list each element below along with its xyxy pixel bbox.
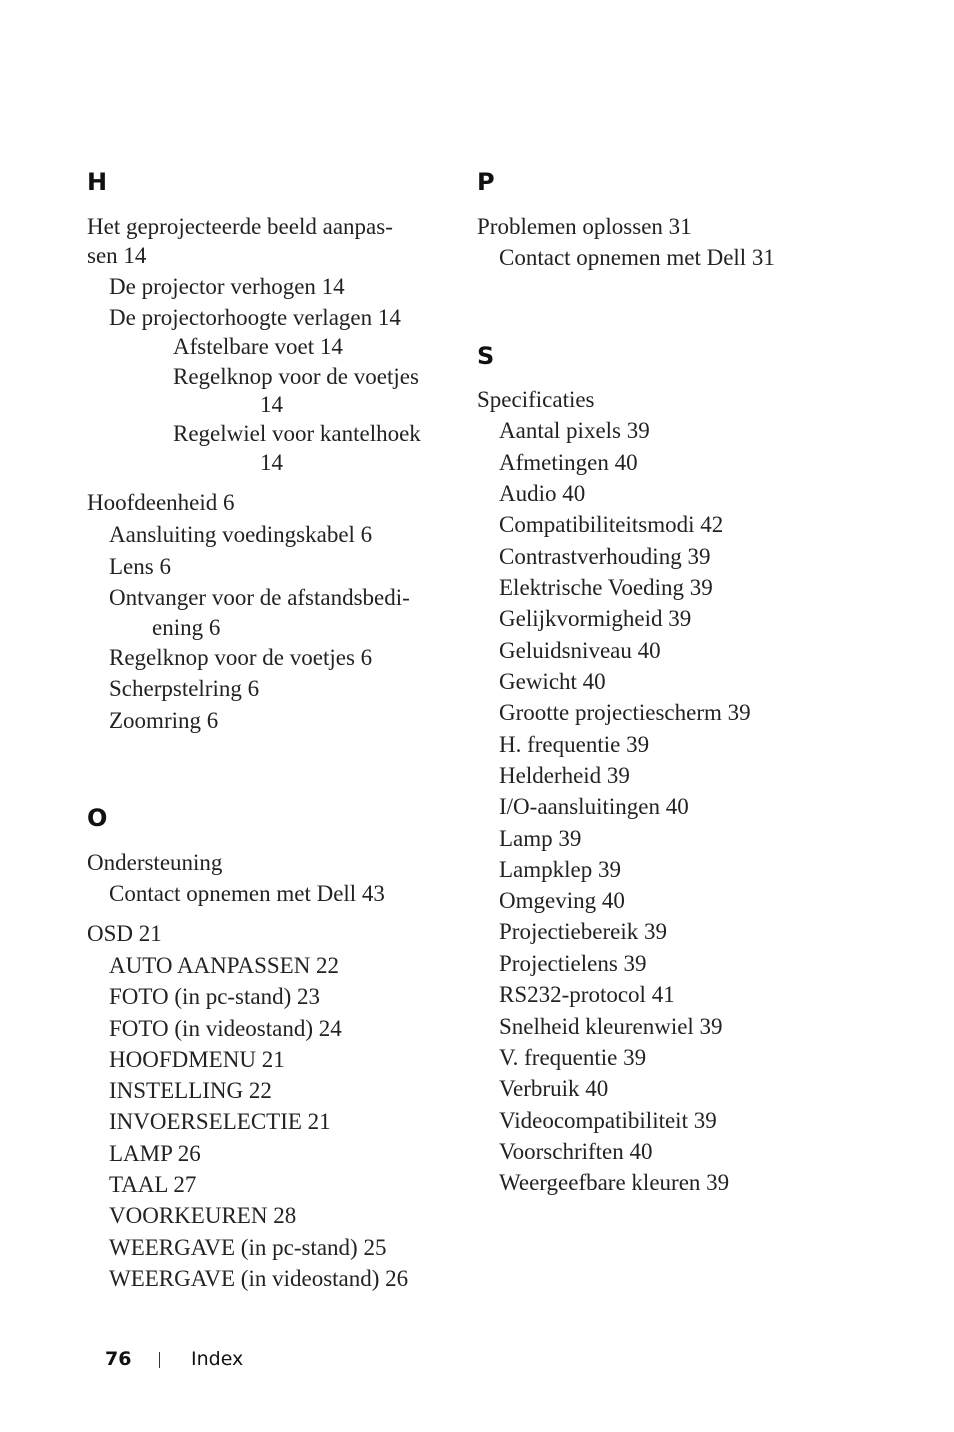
page-number: 76 bbox=[105, 1348, 132, 1370]
index-subentry: WEERGAVE (in pc-stand) 25 bbox=[109, 1235, 387, 1260]
index-subentry: Contact opnemen met Dell 31 bbox=[499, 245, 775, 270]
index-subentry: Gelijkvormigheid 39 bbox=[499, 606, 692, 631]
index-subsubentry: Regelknop voor de voetjes bbox=[173, 364, 419, 389]
index-subentry: Contact opnemen met Dell 43 bbox=[109, 881, 385, 906]
index-subentry: Lens 6 bbox=[109, 554, 171, 579]
index-entry: sen 14 bbox=[87, 243, 147, 268]
index-subentry: FOTO (in pc-stand) 23 bbox=[109, 984, 321, 1009]
section-heading-h: H bbox=[87, 168, 108, 196]
index-subentry: Gewicht 40 bbox=[499, 669, 606, 694]
footer-section-label: Index bbox=[191, 1348, 244, 1370]
index-subentry: De projector verhogen 14 bbox=[109, 274, 345, 299]
index-subentry: Geluidsniveau 40 bbox=[499, 638, 661, 663]
index-subentry: Aansluiting voedingskabel 6 bbox=[109, 522, 373, 547]
index-subentry: Snelheid kleurenwiel 39 bbox=[499, 1014, 723, 1039]
index-subentry: INVOERSELECTIE 21 bbox=[109, 1109, 331, 1134]
index-subsubentry: Regelwiel voor kantelhoek bbox=[173, 421, 421, 446]
index-subentry: VOORKEUREN 28 bbox=[109, 1203, 297, 1228]
index-subentry: Afmetingen 40 bbox=[499, 450, 638, 475]
index-entry: Ondersteuning bbox=[87, 850, 223, 875]
index-subentry: Regelknop voor de voetjes 6 bbox=[109, 645, 373, 670]
index-subsubentry: Afstelbare voet 14 bbox=[173, 334, 343, 359]
index-subentry: TAAL 27 bbox=[109, 1172, 197, 1197]
index-subentry-cont: ening 6 bbox=[152, 615, 221, 640]
section-heading-s: S bbox=[477, 342, 495, 370]
index-subentry: Weergeefbare kleuren 39 bbox=[499, 1170, 730, 1195]
index-subentry: H. frequentie 39 bbox=[499, 732, 650, 757]
index-subentry: Projectiebereik 39 bbox=[499, 919, 667, 944]
index-subentry: Verbruik 40 bbox=[499, 1076, 609, 1101]
index-subentry: Projectielens 39 bbox=[499, 951, 647, 976]
index-subentry: Aantal pixels 39 bbox=[499, 418, 650, 443]
index-subentry: Audio 40 bbox=[499, 481, 586, 506]
index-subentry: LAMP 26 bbox=[109, 1141, 201, 1166]
index-subentry: Videocompatibiliteit 39 bbox=[499, 1108, 717, 1133]
index-subentry: Lamp 39 bbox=[499, 826, 582, 851]
index-subentry: Omgeving 40 bbox=[499, 888, 625, 913]
index-subentry: RS232-protocol 41 bbox=[499, 982, 675, 1007]
index-subentry: De projectorhoogte verlagen 14 bbox=[109, 305, 401, 330]
index-subentry: INSTELLING 22 bbox=[109, 1078, 272, 1103]
index-subsubentry-page: 14 bbox=[260, 392, 283, 417]
index-subentry: Ontvanger voor de afstandsbedi- bbox=[109, 585, 410, 610]
section-heading-o: O bbox=[87, 804, 108, 832]
index-subentry: Contrastverhouding 39 bbox=[499, 544, 711, 569]
index-subentry: Voorschriften 40 bbox=[499, 1139, 653, 1164]
section-heading-p: P bbox=[477, 168, 495, 196]
index-entry: Het geprojecteerde beeld aanpas- bbox=[87, 214, 393, 239]
index-subentry: WEERGAVE (in videostand) 26 bbox=[109, 1266, 409, 1291]
footer-separator bbox=[159, 1352, 160, 1368]
index-entry: Problemen oplossen 31 bbox=[477, 214, 692, 239]
index-entry: Specificaties bbox=[477, 387, 595, 412]
index-subentry: Zoomring 6 bbox=[109, 708, 219, 733]
index-subentry: Lampklep 39 bbox=[499, 857, 621, 882]
index-subsubentry-page: 14 bbox=[260, 450, 283, 475]
index-subentry: V. frequentie 39 bbox=[499, 1045, 647, 1070]
index-subentry: Scherpstelring 6 bbox=[109, 676, 260, 701]
index-subentry: Helderheid 39 bbox=[499, 763, 630, 788]
index-subentry: FOTO (in videostand) 24 bbox=[109, 1016, 342, 1041]
index-subentry: I/O-aansluitingen 40 bbox=[499, 794, 689, 819]
index-subentry: AUTO AANPASSEN 22 bbox=[109, 953, 340, 978]
index-subentry: Compatibiliteitsmodi 42 bbox=[499, 512, 724, 537]
index-subentry: HOOFDMENU 21 bbox=[109, 1047, 285, 1072]
index-subentry: Elektrische Voeding 39 bbox=[499, 575, 713, 600]
index-entry: OSD 21 bbox=[87, 921, 162, 946]
index-subentry: Grootte projectiescherm 39 bbox=[499, 700, 751, 725]
index-entry: Hoofdeenheid 6 bbox=[87, 490, 235, 515]
